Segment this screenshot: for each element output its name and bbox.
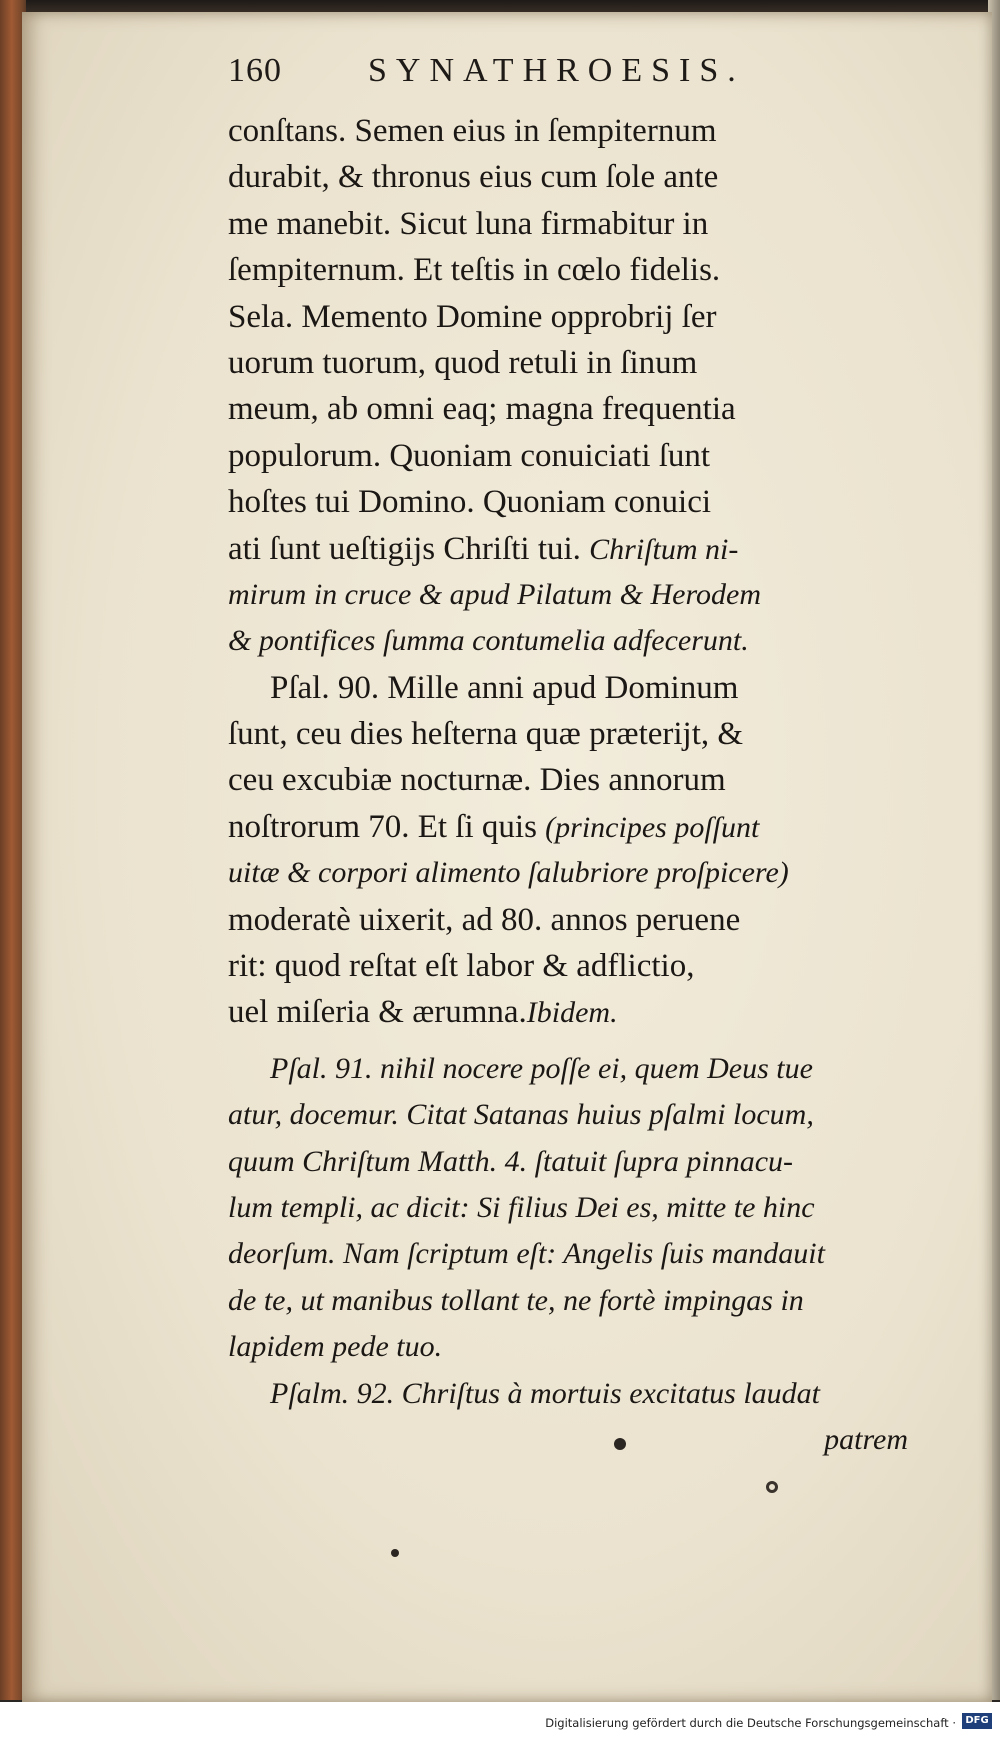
text-run: ati ſunt ueſtigijs Chriſti tui. xyxy=(228,530,581,567)
dfg-credit: Digitalisierung gefördert durch die Deutsche Forschungsgemeinschaft · xyxy=(545,1716,956,1730)
italic-commentary-line: deorſum. Nam ſcriptum eſt: Angelis ſuis mandauit xyxy=(228,1237,825,1271)
ink-speck xyxy=(766,1481,778,1493)
body-text xyxy=(228,108,908,1463)
text-line: meum, ab omni eaq; magna frequentia xyxy=(228,391,736,428)
text-line: ſunt, ceu dies heſterna quæ præterijt, & xyxy=(228,716,744,753)
text-line xyxy=(228,526,908,572)
psalm-92-commentary: Pſalm. 92. Chriſtus à mortuis excitatus laudat xyxy=(270,1376,821,1410)
text-line xyxy=(228,989,908,1035)
italic-commentary-line: atur, docemur. Citat Satanas huius pſalmi locum, xyxy=(228,1098,814,1132)
ink-speck xyxy=(391,1549,399,1557)
ibidem-note: Ibidem. xyxy=(526,996,618,1030)
catchword: patrem xyxy=(824,1422,908,1456)
italic-commentary-line: lapidem pede tuo. xyxy=(228,1330,443,1364)
text-run: uel miſeria & ærumna. xyxy=(228,994,527,1031)
text-line: Sela. Memento Domine opprobrij ſer xyxy=(228,298,717,335)
italic-gloss: (principes poſſunt xyxy=(545,810,760,844)
italic-gloss-line: mirum in cruce & apud Pilatum & Herodem xyxy=(228,577,761,611)
text-line: ceu excubiæ nocturnæ. Dies annorum xyxy=(228,762,726,799)
psalm-90-heading: Pſal. 90. Mille anni apud Dominum xyxy=(270,669,739,706)
text-line xyxy=(228,804,908,850)
page-number: 160 xyxy=(228,52,282,89)
running-title: SYNATHROESIS. xyxy=(368,52,745,89)
ink-speck xyxy=(614,1438,626,1450)
italic-gloss-line: & pontifices ſumma contumelia adfecerunt. xyxy=(228,624,749,658)
psalm-91-commentary: Pſal. 91. nihil nocere poſſe ei, quem Deus tue xyxy=(270,1051,813,1085)
italic-gloss: Chriſtum ni- xyxy=(589,532,739,566)
text-line: uorum tuorum, quod retuli in ſinum xyxy=(228,344,698,381)
text-line: me manebit. Sicut luna firmabitur in xyxy=(228,205,709,242)
text-line: durabit, & thronus eius cum ſole ante xyxy=(228,159,719,196)
italic-gloss-line: uitæ & corpori alimento ſalubriore proſpicere) xyxy=(228,856,789,890)
text-line: conſtans. Semen eius in ſempiternum xyxy=(228,113,717,149)
text-line: populorum. Quoniam conuiciati ſunt xyxy=(228,437,711,474)
italic-commentary-line: de te, ut manibus tollant te, ne fortè impingas in xyxy=(228,1283,804,1317)
text-line: hoſtes tui Domino. Quoniam conuici xyxy=(228,484,712,521)
dfg-logo: DFG xyxy=(962,1713,992,1729)
italic-commentary-line: lum templi, ac dicit: Si filius Dei es, mitte te hinc xyxy=(228,1190,815,1224)
digitization-footer xyxy=(0,1702,1000,1738)
text-line: rit: quod reſtat eſt labor & adflictio, xyxy=(228,948,695,985)
italic-commentary-line: quum Chriſtum Matth. 4. ſtatuit ſupra pinnacu- xyxy=(228,1144,794,1178)
page-header xyxy=(228,52,868,102)
text-line: ſempiternum. Et teſtis in cœlo fidelis. xyxy=(228,252,721,289)
text-run: noſtrorum 70. Et ſi quis xyxy=(228,808,537,845)
text-line: moderatè uixerit, ad 80. annos peruene xyxy=(228,901,741,938)
